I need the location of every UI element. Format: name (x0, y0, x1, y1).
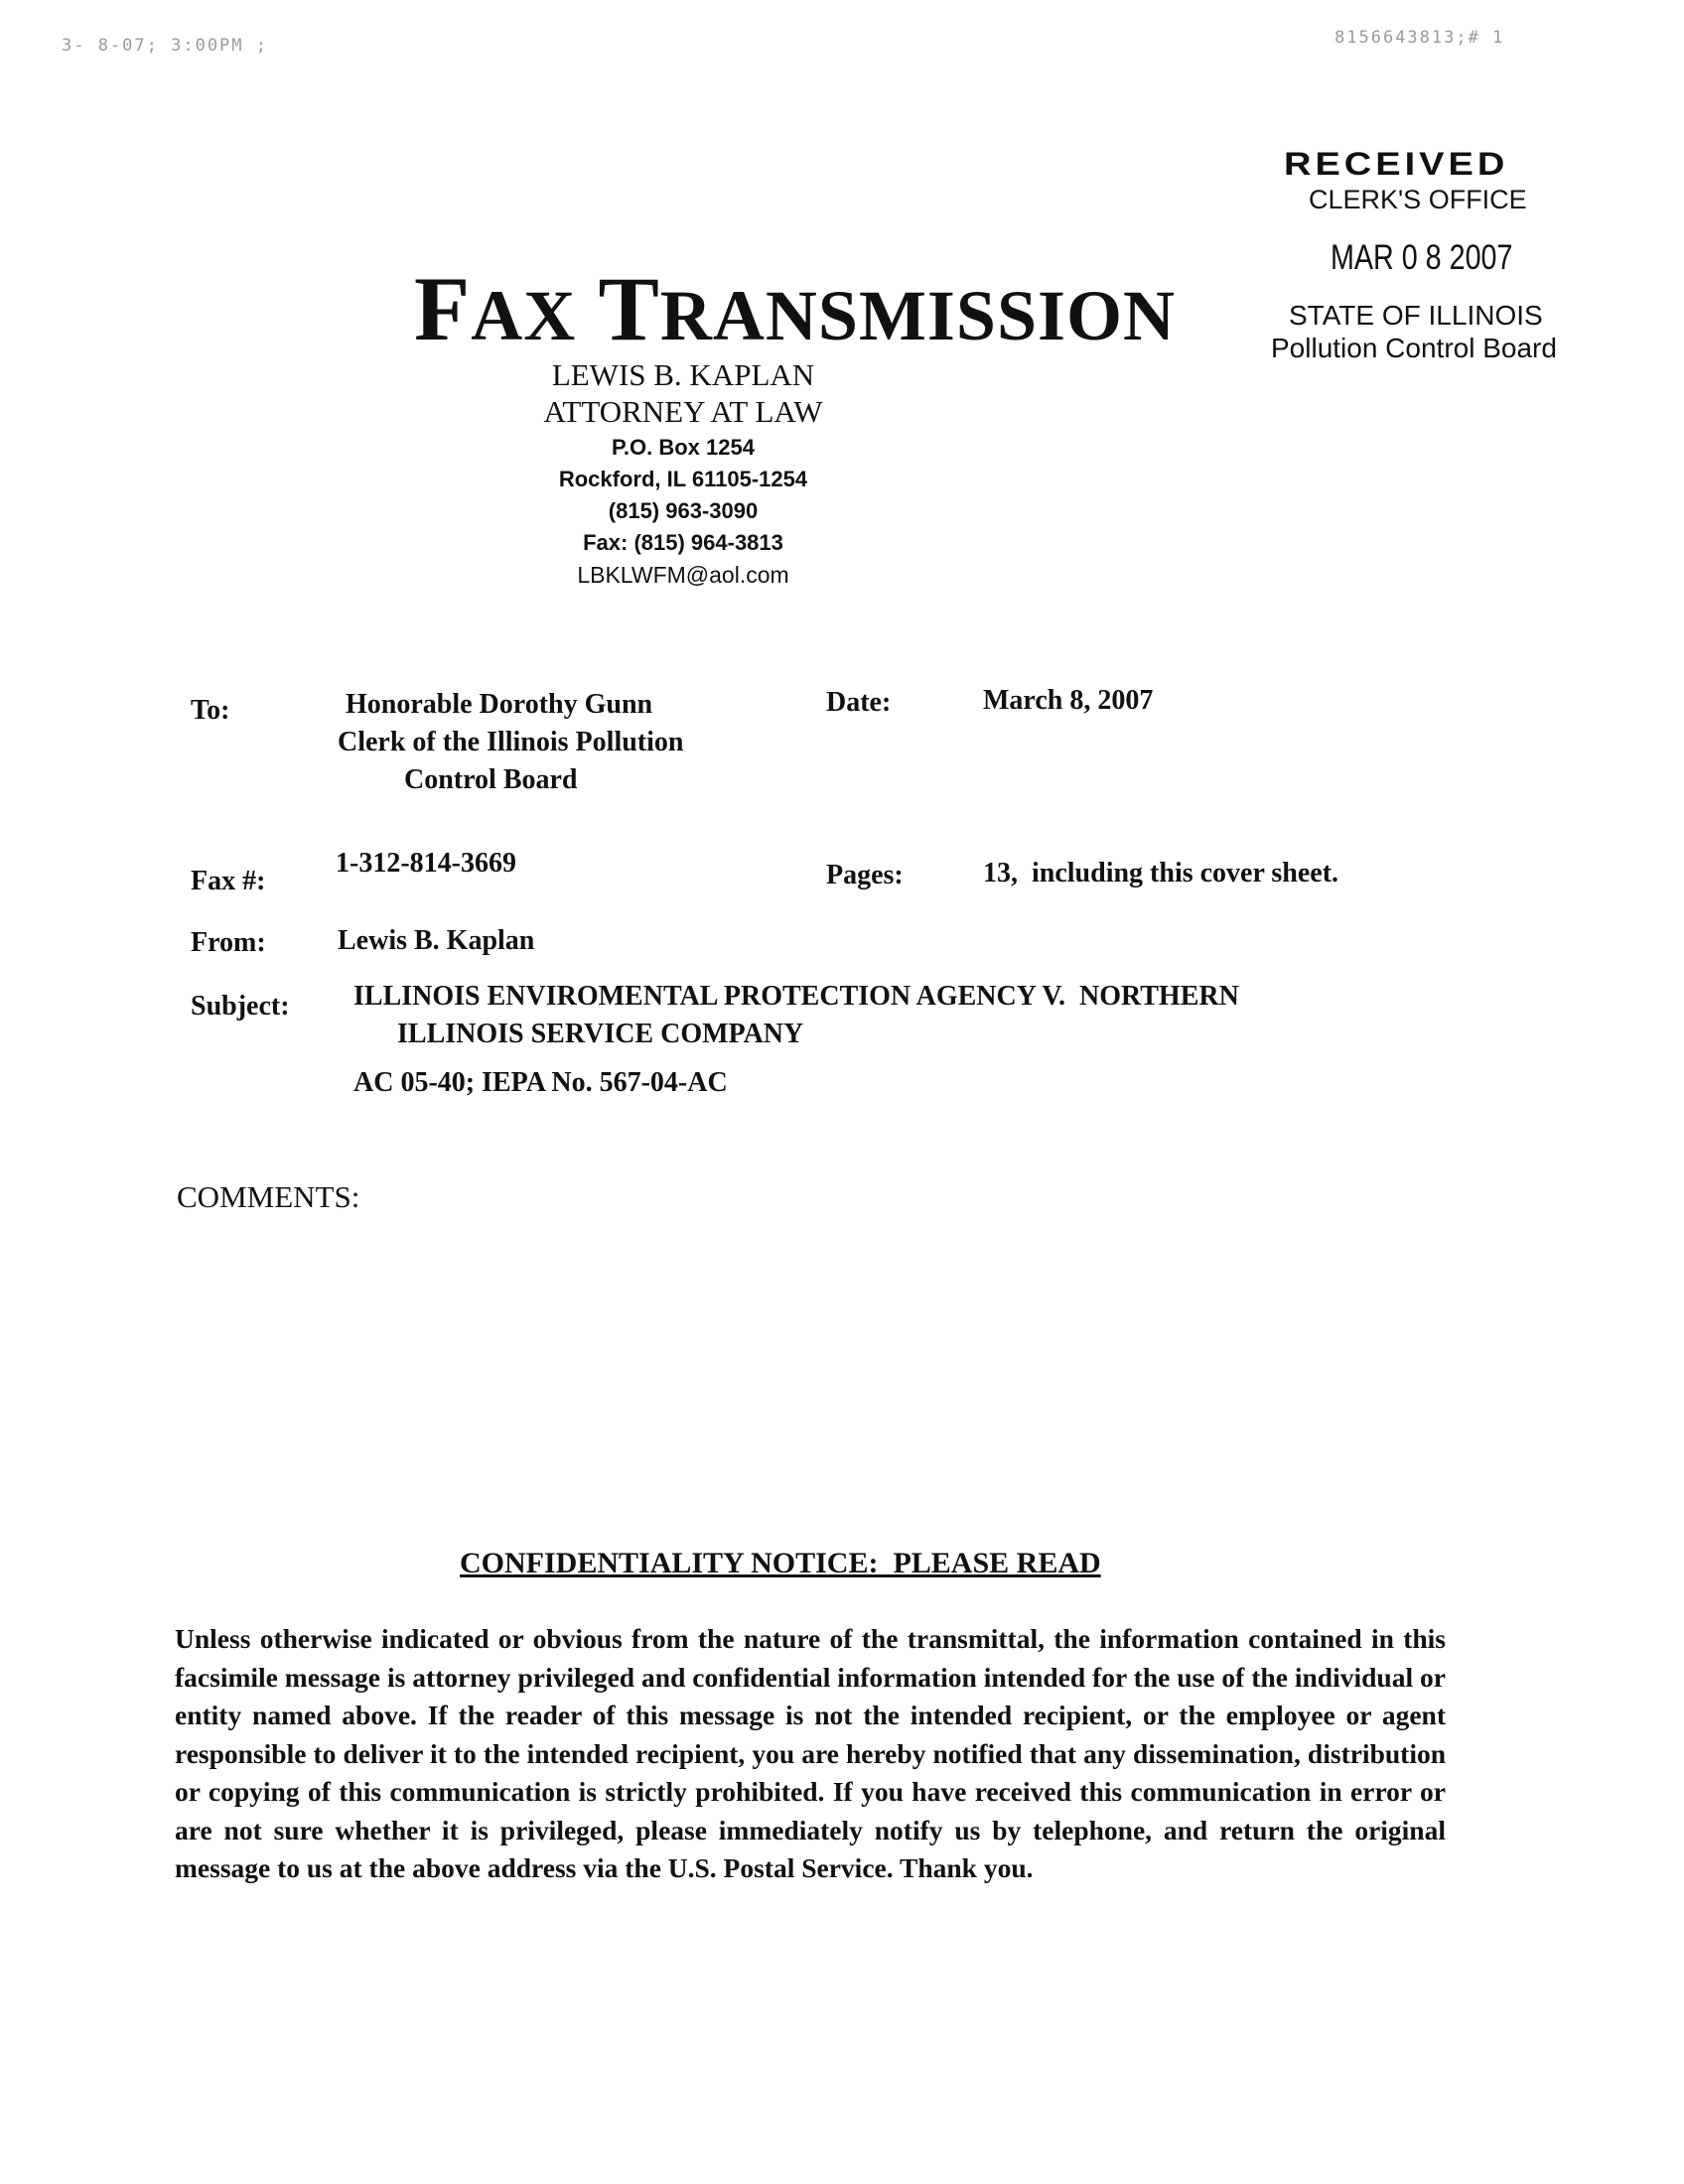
stamp-office: CLERK'S OFFICE (1309, 185, 1527, 214)
to-label: To: (191, 695, 230, 726)
confidentiality-notice-body: Unless otherwise indicated or obvious from the nature of the transmittal, the information contained in this facsimile message is attorney privileged and confidential information intended for the use of the individual or entity named above. If the reader of this message is not the intended recipient, or the employee or agent responsible to deliver it to the intended recipient, you are hereby notified that any dissemination, distribution or copying of this communication is strictly prohibited. If you have received this communication in error or are not sure whether it is privileged, please immediately notify us by telephone, and return the original message to us at the above address via the U.S. Postal Service. Thank you. (175, 1623, 1446, 1883)
from-label: From: (191, 927, 266, 958)
fax-label: Fax #: (191, 866, 266, 896)
date-label: Date: (826, 687, 892, 718)
title-f: F (414, 258, 472, 359)
fax-header-left: 3- 8-07; 3:00PM ; (62, 36, 268, 56)
comments-label: COMMENTS: (177, 1179, 360, 1214)
document-title (414, 256, 1176, 361)
stamp-received: RECEIVED (1284, 147, 1509, 183)
stamp-state: STATE OF ILLINOIS (1289, 300, 1543, 331)
subject-line: AC 05-40; IEPA No. 567-04-AC (353, 1067, 728, 1098)
stamp-date: MAR 0 8 2007 (1331, 238, 1513, 277)
fax-value: 1-312-814-3669 (336, 848, 516, 879)
to-recipient-line: Honorable Dorothy Gunn (346, 689, 653, 720)
confidentiality-notice-title: CONFIDENTIALITY NOTICE: PLEASE READ (460, 1547, 1101, 1579)
to-recipient-line: Clerk of the Illinois Pollution (338, 727, 684, 757)
pages-label: Pages: (826, 860, 904, 890)
title-ax: AX (471, 276, 577, 355)
to-recipient-line: Control Board (404, 764, 578, 795)
pages-value: 13, including this cover sheet. (983, 858, 1339, 888)
po-box: P.O. Box 1254 (612, 435, 755, 460)
date-value: March 8, 2007 (983, 685, 1154, 716)
subject-line: ILLINOIS SERVICE COMPANY (397, 1019, 804, 1049)
subject-label: Subject: (191, 991, 290, 1022)
fax-header-right: 8156643813;# 1 (1334, 28, 1505, 48)
title-ransmission: RANSMISSION (659, 276, 1177, 355)
title-t: T (598, 258, 660, 359)
attorney-name: LEWIS B. KAPLAN (551, 357, 815, 392)
email-address: LBKLWFM@aol.com (577, 562, 789, 588)
attorney-title: ATTORNEY AT LAW (543, 394, 823, 429)
fax-number: Fax: (815) 964-3813 (583, 530, 783, 555)
phone-number: (815) 963-3090 (608, 498, 759, 523)
from-value: Lewis B. Kaplan (338, 925, 535, 956)
city-line: Rockford, IL 61105-1254 (558, 467, 808, 491)
subject-line: ILLINOIS ENVIROMENTAL PROTECTION AGENCY V. NORTHERN (353, 981, 1239, 1012)
stamp-board: Pollution Control Board (1271, 333, 1557, 363)
